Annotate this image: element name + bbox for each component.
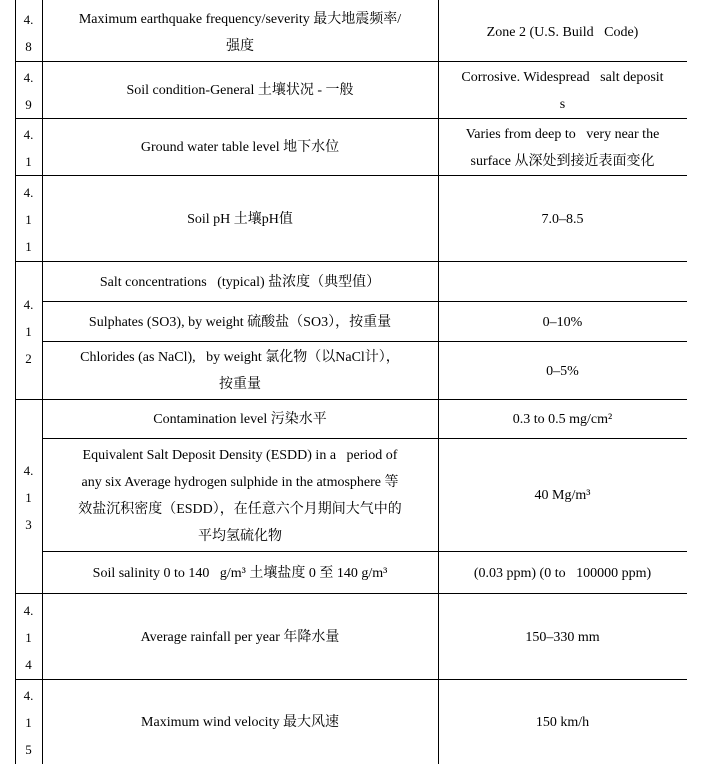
sub-row-label: Contamination level 污染水平 — [153, 412, 327, 427]
sub-row-label: Chlorides (as NaCl), by weight 氯化物（以NaCl计）， 按重量 — [80, 350, 400, 392]
sub-row-label: Soil salinity 0 to 140 g/m³ 土壤盐度 0 至 140 g/m³ — [92, 565, 388, 581]
sub-row-label: Sulphates (SO3), by weight 硫酸盐（SO3），按重量 — [88, 314, 392, 330]
row-value: Zone 2 (U.S. Build Code) — [486, 25, 639, 40]
row-number: 4. 1 3 — [23, 462, 34, 532]
sub-row-value: (0.03 ppm) (0 to 100000 ppm) — [473, 565, 652, 581]
sub-row-value: 0–5% — [546, 363, 579, 379]
sub-row-value — [438, 262, 687, 302]
row-value: Varies from deep to very near the surface 从深处到接近表面变化 — [465, 126, 660, 169]
sub-row-divider — [42, 301, 687, 302]
column-divider — [438, 0, 439, 764]
sub-row-value: 0.3 to 0.5 mg/cm² — [512, 412, 613, 427]
row-number: 4. 8 — [23, 11, 34, 54]
row-divider — [15, 261, 687, 262]
column-divider — [42, 0, 43, 764]
row-label: Maximum wind velocity 最大风速 — [141, 714, 339, 730]
row-divider — [15, 61, 687, 62]
row-label: Soil condition-General 土壤状况 - 一般 — [126, 83, 354, 98]
sub-row-divider — [42, 551, 687, 552]
row-value: 150–330 mm — [525, 629, 600, 645]
sub-row-divider — [42, 438, 687, 439]
row-value: 7.0–8.5 — [541, 211, 584, 227]
sub-row-divider — [42, 341, 687, 342]
sub-row-value: 40 Mg/m³ — [534, 488, 591, 503]
row-value: Corrosive. Widespread salt deposit s — [461, 69, 664, 112]
row-label: Average rainfall per year 年降水量 — [140, 629, 340, 645]
row-label: Maximum earthquake frequency/severity 最大地震频率/ 强度 — [78, 11, 402, 54]
row-number: 4. 1 — [23, 126, 34, 169]
sub-row-value: 0–10% — [542, 314, 583, 330]
row-number: 4. 1 5 — [23, 687, 34, 757]
row-divider — [15, 399, 687, 400]
row-number: 4. 1 1 — [23, 184, 34, 254]
row-label: Ground water table level 地下水位 — [140, 140, 340, 155]
row-number: 4. 1 2 — [23, 296, 34, 366]
row-number: 4. 9 — [23, 69, 34, 112]
row-divider — [15, 175, 687, 176]
table-border-left — [15, 0, 16, 764]
row-value: 150 km/h — [535, 714, 590, 730]
row-label: Soil pH 土壤pH值 — [187, 211, 293, 227]
sub-row-label: Salt concentrations (typical) 盐浓度（典型值） — [99, 274, 381, 290]
row-divider — [15, 679, 687, 680]
row-divider — [15, 593, 687, 594]
row-divider — [15, 118, 687, 119]
sub-row-label: Equivalent Salt Deposit Density (ESDD) in a period of any six Average hydrogen sulphide in the atmosphere 等 效盐沉积密度（ESDD），在任意六个月期间大气中的 平均氢硫化物 — [78, 447, 402, 544]
row-number: 4. 1 4 — [23, 602, 34, 672]
